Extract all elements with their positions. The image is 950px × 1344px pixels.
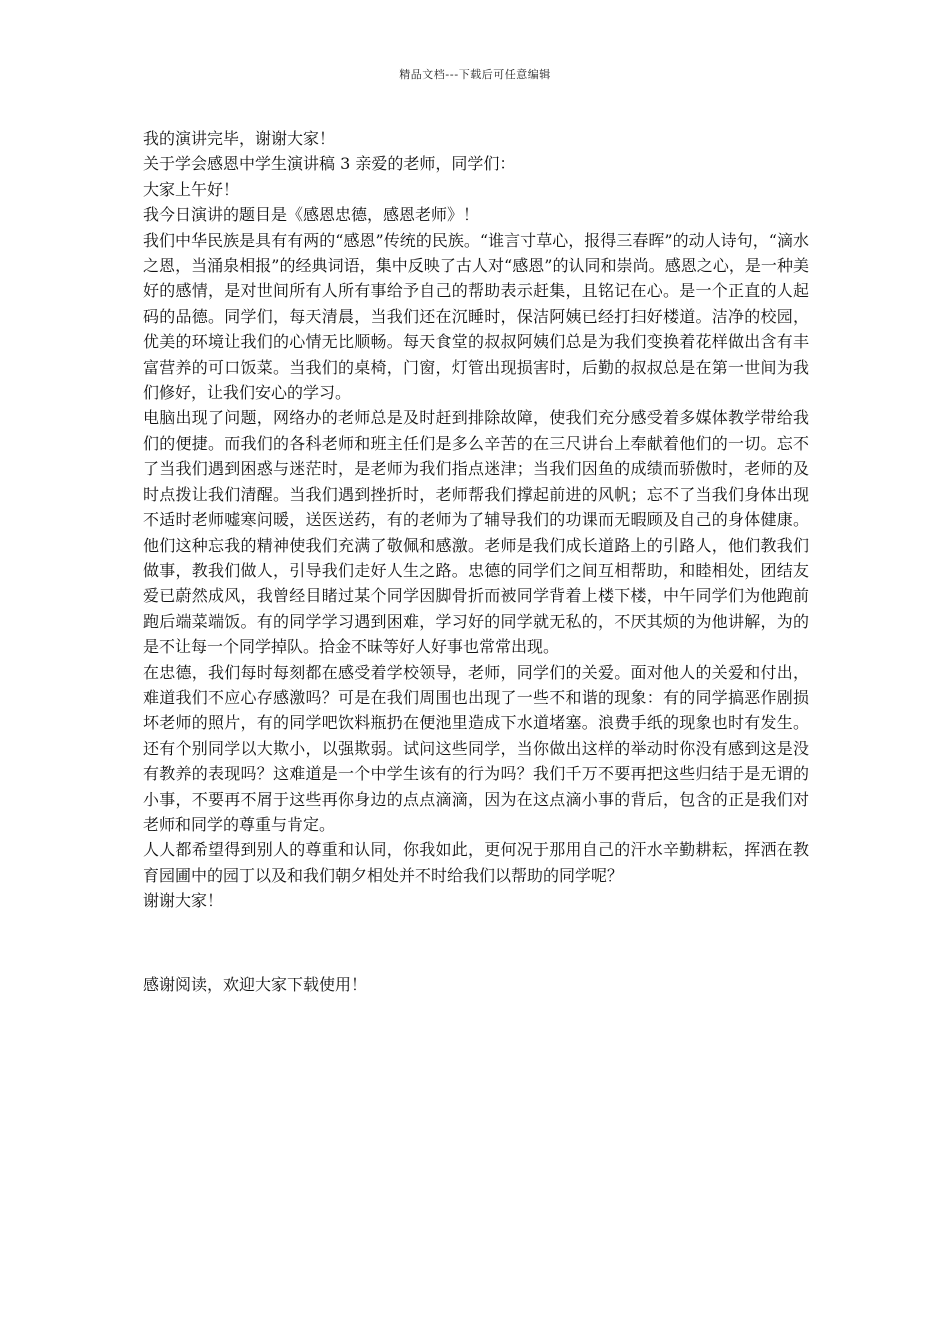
paragraph-speech-end: 我的演讲完毕，谢谢大家！ [143, 129, 336, 148]
page-header: 精品文档---下载后可任意编辑 [399, 68, 551, 81]
paragraph-conclusion: 人人都希望得到别人的尊重和认同，你我如此，更何况于那用自己的汗水辛勤耕耘，挥洒在教育园圃中的园丁以及和我们朝夕相处并不时给我们以帮助的同学呢？ [143, 840, 809, 885]
paragraph-title-greeting: 关于学会感恩中学生演讲稿 3 亲爱的老师，同学们： [143, 154, 516, 174]
speech-body [143, 126, 809, 914]
closing-note: 感谢阅读，欢迎大家下载使用！ [143, 975, 368, 994]
paragraph-gratitude-tradition: 我们中华民族是具有有两的“感恩”传统的民族。“谁言寸草心，报得三春晖”的动人诗句，“滴水之恩，当涌泉相报”的经典词语，集中反映了古人对“感恩”的认同和崇尚。感恩之心，是一种美好的感情，是对世间所有人所有事给予自己的帮助表示赶集，且铭记在心。是一个正直的人起码的品德。同学们，每天清晨，当我们还在沉睡时，保洁阿姨已经打扫好楼道。洁净的校园，优美的环境让我们的心情无比顺畅。每天食堂的叔叔阿姨们总是为我们变换着花样做出含有丰富营养的可口饭菜。当我们的桌椅，门窗，灯管出现损害时，后勤的叔叔总是在第一世间为我们修好，让我们安心的学习。 [143, 230, 809, 403]
paragraph-morning-greeting: 大家上午好！ [143, 179, 240, 199]
paragraph-teachers: 电脑出现了问题，网络办的老师总是及时赶到排除故障，使我们充分感受着多媒体教学带给我们的便捷。而我们的各科老师和班主任们是多么辛苦的在三尺讲台上奉献着他们的一切。忘不了当我们遇到困惑与迷茫时，是老师为我们指点迷津；当我们因鱼的成绩而骄傲时，老师的及时点拨让我们清醒。当我们遇到挫折时，老师帮我们撑起前进的风帆；忘不了当我们身体出现不适时老师嘘寒问暖，送医送药，有的老师为了辅导我们的功课而无暇顾及自己的身体健康。他们这种忘我的精神使我们充满了敬佩和感激。老师是我们成长道路上的引路人，他们教我们做事，教我们做人，引导我们走好人生之路。忠德的同学们之间互相帮助，和睦相处，团结友爱已蔚然成风，我曾经目睹过某个同学因脚骨折而被同学背着上楼下楼，中午同学们为他跑前跑后端菜端饭。有的同学学习遇到困难，学习好的同学就无私的，不厌其烦的为他讲解，为的是不让每一个同学掉队。拾金不昧等好人好事也常常出现。 [143, 408, 809, 657]
paragraph-care-and-respect: 在忠德，我们每时每刻都在感受着学校领导，老师，同学们的关爱。面对他人的关爱和付出，难道我们不应心存感激吗？可是在我们周围也出现了一些不和谐的现象：有的同学搞恶作剧损坏老师的照片，有的同学吧饮料瓶扔在便池里造成下水道堵塞。浪费手纸的现象也时有发生。还有个别同学以大欺小，以强欺弱。试问这些同学，当你做出这样的举动时你没有感到这是没有教养的表现吗？这难道是一个中学生该有的行为吗？我们千万不要再把这些归结于是无谓的小事，不要再不屑于这些再你身边的点点滴滴，因为在这点滴小事的背后，包含的正是我们对老师和同学的尊重与肯定。 [143, 662, 809, 834]
paragraph-thanks: 谢谢大家！ [143, 891, 224, 911]
paragraph-topic: 我今日演讲的题目是《感恩忠德，感恩老师》！ [143, 205, 480, 225]
